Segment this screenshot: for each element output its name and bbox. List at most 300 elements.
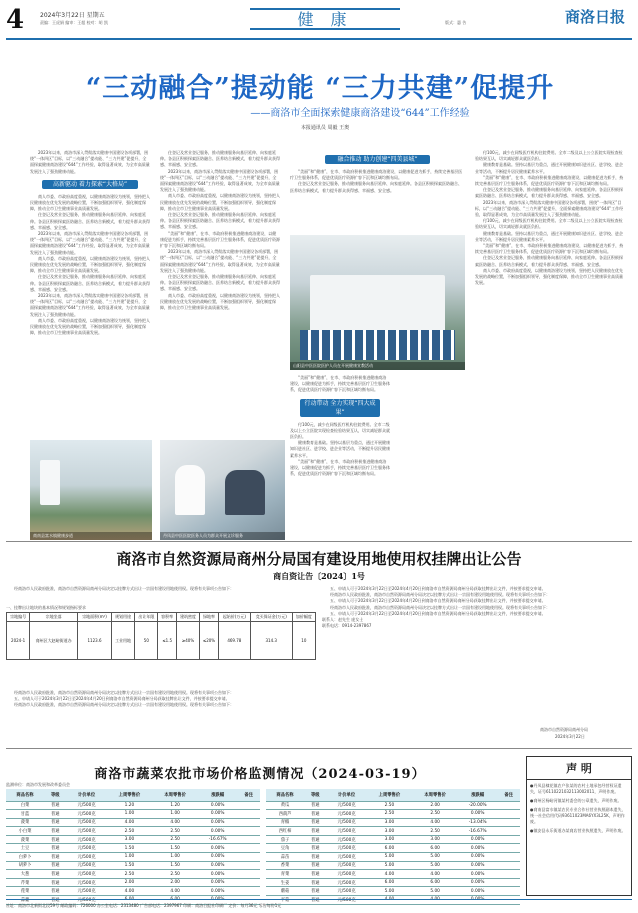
contact: 联系人：赵先生 庞女士	[322, 617, 364, 623]
table-cell: 普通	[44, 827, 67, 836]
table-cell: 元/500克	[327, 827, 367, 836]
col-header: 宗地面积(m²)	[78, 613, 112, 622]
table-cell: ≥40%	[176, 622, 199, 660]
table-cell: 0.00%	[458, 835, 497, 844]
table-cell: 0.00%	[198, 870, 237, 879]
table-cell: 0.00%	[198, 861, 237, 870]
table-cell: 西红柿	[266, 827, 304, 836]
table-cell: 普通	[44, 801, 67, 810]
table-cell	[237, 818, 260, 827]
paragraph: “美丽”和“健康”，在市、市政府积极推进健康商洛建设，以健康促进为抓手，持续完善基层医疗卫生服务体系，促进优质医疗资源扩容下沉和区域均衡布局。	[475, 243, 624, 255]
table-cell: 普通	[44, 896, 67, 905]
table-cell: 普通	[44, 870, 67, 879]
table-cell: 元/500克	[327, 878, 367, 887]
table-cell: 1.20	[107, 801, 153, 810]
table-cell	[497, 861, 520, 870]
paragraph: 2023年以来，商洛市深入贯彻落实健康中国建设各项部署，围绕“一体四区”目标，以“三动融合”提动能、“三力共建”促提升，全面探索健康商洛建设“644”工作经验，取得显著成效，为全市高质量发展注入了强劲健康动能。	[475, 199, 624, 218]
statement-item: ●丹凤县棣花镇农户张某的农村土地承包经营权证遗失，证号6110221032113002011，声明作废。	[530, 783, 622, 794]
table-row	[6, 801, 260, 810]
paragraph: 商人市委、市政府高度重视，以健康商洛建设为统领，坚持把人民健康放在优先发展的战略位置，不断加强组织领导，强化制度保障，推动全市卫生健康事业高质量发展。	[475, 267, 623, 286]
col-header: 竞买保证金(万元)	[250, 613, 292, 622]
table-cell: 0.00%	[458, 896, 497, 905]
table-cell: 5.00	[412, 887, 458, 896]
table-cell: 普通	[304, 827, 327, 836]
table-cell: 普通	[44, 810, 67, 819]
table-cell: 蒜薹	[6, 896, 44, 905]
table-cell: 4.00	[412, 896, 458, 905]
table-cell: 甘蓝	[6, 810, 44, 819]
photo-clinic	[160, 440, 285, 540]
table-cell: 1.50	[152, 861, 198, 870]
table-cell: 2.50	[152, 870, 198, 879]
notice-left-text	[6, 690, 316, 740]
table-cell: 0.00%	[458, 853, 497, 862]
table-row	[6, 835, 260, 844]
table-cell: 土豆	[6, 844, 44, 853]
table-cell: 元/500克	[327, 810, 367, 819]
table-cell: 4.00	[412, 818, 458, 827]
paragraph: 经商洛市人民政府批准，商洛市自然资源局商州分局决定以挂牌方式出让一宗国有建设用地使用权。现将有关事项公告如下：	[330, 592, 550, 598]
table-cell: 白菜	[6, 801, 44, 810]
table-cell: 元/500克	[67, 861, 107, 870]
table-cell: 菠菜	[6, 818, 44, 827]
table-row	[6, 818, 260, 827]
table-cell: 元/500克	[327, 853, 367, 862]
table-cell	[497, 818, 520, 827]
table-row	[266, 801, 520, 810]
table-cell: 1.00	[107, 810, 153, 819]
table-cell: 1.00	[107, 853, 153, 862]
table-cell: 青菜	[266, 870, 304, 879]
col-header: 规划用途	[111, 613, 134, 622]
table-cell: 0.00%	[198, 878, 237, 887]
col-header: 宗地编号	[7, 613, 30, 622]
paragraph: 五、申请人可于2024年3月22日至2024年4月20日到商洛市自然资源局商州分局获取挂牌出让文件，并按要求提交申请。	[330, 610, 546, 616]
table-cell: 0.00%	[458, 870, 497, 879]
col-header: 涨跌幅	[198, 789, 237, 801]
table-cell: 元/500克	[327, 818, 367, 827]
table-cell: 10	[292, 622, 315, 660]
paragraph: 2023年以来，商洛市深入贯彻落实健康中国建设各项部署，围绕“一体四区”目标，以“三动融合”提动能、“三力共建”促提升，全面探索健康商洛建设“644”工作经验，取得显著成效，为全市高质量发展注入了强劲健康动能。	[30, 231, 150, 255]
table-row	[266, 870, 520, 879]
statement-title: 声 明	[527, 757, 631, 780]
paragraph: 住登记及营业登记服务，推动健康服务向基层延伸、向家庭延伸。各县区积极探索医防融合、医养结合新模式，着力提升群众获得感、幸福感、安全感。	[475, 255, 623, 267]
col-header: 商品名称	[266, 789, 304, 801]
photo-caption: 商南县富水镇健康步道	[30, 532, 152, 540]
table-cell: 元/500克	[327, 870, 367, 879]
table-cell: 314.3	[250, 622, 292, 660]
table-cell: 黄瓜	[266, 801, 304, 810]
table-cell: 0.00%	[198, 810, 237, 819]
table-cell: 0.00%	[198, 887, 237, 896]
table-cell: 0.00%	[198, 827, 237, 836]
table-cell: 2.00	[107, 878, 153, 887]
table-cell: 3.00	[412, 835, 458, 844]
paragraph: 健康教育是基础。坚持以基层为重点，通过开展健康知识进社区、进学校、进企业等活动，不断提升居民健康素养水平。	[475, 230, 623, 242]
col-header: 商品名称	[6, 789, 44, 801]
article-column-5	[475, 150, 625, 535]
table-row	[266, 844, 520, 853]
table-cell: 蒜苗	[266, 853, 304, 862]
table-row	[266, 861, 520, 870]
table-row	[6, 827, 260, 836]
table-cell	[237, 861, 260, 870]
table-cell: 3.00	[367, 818, 413, 827]
table-cell: 小白菜	[6, 827, 44, 836]
col-header: 建筑密度	[176, 613, 199, 622]
subhead-2: 融合推动 助力创建“四美县城”	[325, 155, 430, 164]
photo-caption: 丹凤县中医医院医务人员为群众开展义诊服务	[160, 532, 285, 540]
table-cell: 芹菜	[6, 878, 44, 887]
veg-header-row	[6, 789, 260, 801]
table-cell	[497, 827, 520, 836]
table-cell: 5.00	[412, 853, 458, 862]
table-cell	[497, 835, 520, 844]
divider	[6, 541, 632, 542]
paragraph: “美丽”和“健康”，在市、市政府积极推进健康商洛建设，以健康促进为抓手，持续完善基层医疗卫生服务体系，促进优质医疗资源扩容下沉和区域均衡布局。	[290, 458, 390, 477]
table-cell: 0.00%	[198, 896, 237, 905]
paragraph: 付100元，减少在同级医疗机构住院费用。全市二级及以上公立医院实现检查检验结果互认，切实减轻群众就医负担。	[475, 150, 623, 162]
subhead-3: 行动带动 全力实现“四大成果”	[300, 399, 380, 417]
table-cell: 2.50	[367, 801, 413, 810]
article-column-4	[290, 375, 390, 535]
table-cell	[497, 878, 520, 887]
paragraph: 2023年以来，商洛市深入贯彻落实健康中国建设各项部署，围绕“一体四区”目标，以“三动融合”提动能、“三力共建”促提升，全面探索健康商洛建设“644”工作经验，取得显著成效，为全市高质量发展注入了强劲健康动能。	[160, 249, 280, 273]
table-row	[6, 878, 260, 887]
patient-figure	[225, 470, 265, 515]
table-cell	[237, 878, 260, 887]
paragraph: 商人市委、市政府高度重视，以健康商洛建设为统领，坚持把人民健康放在优先发展的战略位置，不断加强组织领导，强化制度保障，推动全市卫生健康事业高质量发展。	[30, 193, 150, 212]
table-cell: 469.78	[218, 622, 250, 660]
table-cell: 普通	[304, 835, 327, 844]
table-cell: 普通	[304, 844, 327, 853]
table-header-row	[7, 613, 316, 622]
table-cell: 元/500克	[67, 818, 107, 827]
table-row	[6, 870, 260, 879]
table-cell: 1.50	[107, 844, 153, 853]
photo-hospital-team	[290, 235, 465, 370]
table-cell: 元/500克	[67, 844, 107, 853]
table-row	[6, 844, 260, 853]
table-cell: 普通	[304, 801, 327, 810]
table-cell: 6.00	[367, 844, 413, 853]
table-cell	[237, 835, 260, 844]
notice-right-text	[322, 586, 632, 716]
table-cell	[237, 887, 260, 896]
table-cell: 元/500克	[327, 861, 367, 870]
table-cell: 普通	[44, 861, 67, 870]
table-cell: 6.00	[152, 896, 198, 905]
table-cell: 平菇	[266, 896, 304, 905]
table-row	[266, 818, 520, 827]
table-cell: 1123.6	[78, 622, 112, 660]
table-cell: 茄子	[266, 835, 304, 844]
table-cell: 5.00	[367, 887, 413, 896]
table-cell: 2.50	[152, 835, 198, 844]
table-row	[6, 853, 260, 862]
paragraph: 住登记及营业登记服务，推动健康服务向基层延伸、向家庭延伸。各县区积极探索医防融合、医养结合新模式，着力提升群众获得感、幸福感、安全感。	[475, 187, 623, 199]
section-editor: 版式：惠 告	[445, 20, 467, 25]
table-cell: 元/500克	[327, 835, 367, 844]
table-cell: 普通	[304, 870, 327, 879]
paragraph: “美丽”和“健康”，在市、市政府积极推进健康商洛建设，以健康促进为抓手，持续完善基层医疗卫生服务体系，促进优质医疗资源扩容下沉和区域均衡布局。	[290, 375, 390, 393]
paragraph: 2023年以来，商洛市深入贯彻落实健康中国建设各项部署，围绕“一体四区”目标，以“三动融合”提动能、“三力共建”促提升，全面探索健康商洛建设“644”工作经验，取得显著成效，为全市高质量发展注入了强劲健康动能。	[30, 293, 150, 317]
table-cell: 普通	[304, 810, 327, 819]
table-cell: 菠菜	[6, 835, 44, 844]
col-header: 加价幅度	[292, 613, 315, 622]
table-row	[6, 887, 260, 896]
notice-intro	[6, 586, 316, 606]
col-header: 计价单位	[327, 789, 367, 801]
table-cell: 元/500克	[67, 801, 107, 810]
paragraph: 2023年以来，商洛市深入贯彻落实健康中国建设各项部署，围绕“一体四区”目标，以“三动融合”提动能、“三力共建”促提升，全面探索健康商洛建设“644”工作经验，取得显著成效，为全市高质量发展注入了强劲健康动能。	[160, 168, 280, 193]
notice-subtitle: 商自资让告〔2024〕1号	[273, 571, 365, 581]
staff-group	[300, 330, 455, 360]
table-cell: -20.00%	[458, 801, 497, 810]
paragraph: 商人市委、市政府高度重视，以健康商洛建设为统领，坚持把人民健康放在优先发展的战略位置，不断加强组织领导，强化制度保障，推动全市卫生健康事业高质量发展。	[160, 193, 280, 211]
table-cell: 元/500克	[67, 810, 107, 819]
table-cell: 元/500克	[327, 844, 367, 853]
veg-header-row	[266, 789, 520, 801]
table-cell: ≤20%	[200, 622, 219, 660]
notice-signer: 商洛市自然资源局商州分局	[540, 727, 588, 732]
veg-source: 监测单位：商洛市发展和改革委员会	[6, 782, 70, 787]
table-cell: 2.50	[412, 827, 458, 836]
table-cell: 普通	[44, 844, 67, 853]
paragraph: 商人市委、市政府高度重视，以健康商洛建设为统领，坚持把人民健康放在优先发展的战略位置，不断加强组织领导，强化制度保障，推动全市卫生健康事业高质量发展。	[160, 292, 280, 311]
table-cell: 4.00	[412, 870, 458, 879]
col-header: 上周零售价	[107, 789, 153, 801]
paragraph: 五、申请人可于2024年3月22日至2024年4月20日到商洛市自然资源局商州分局获取挂牌出让文件，并按要求提交申请。	[330, 598, 546, 604]
table-cell: 商州区大赵峪街道办	[30, 622, 78, 660]
table-cell	[237, 827, 260, 836]
notice-date: 2024年3月22日	[555, 734, 585, 739]
table-cell: 胡萝卜	[6, 861, 44, 870]
table-cell: 2.50	[107, 870, 153, 879]
table-cell: 5.00	[367, 853, 413, 862]
col-header: 出让年限	[135, 613, 158, 622]
col-header: 容积率	[158, 613, 176, 622]
paragraph: “美丽”和“健康”，在市、市政府积极推进健康商洛建设，以健康促进为抓手，持续完善基层医疗卫生服务体系，促进优质医疗资源扩容下沉和区域均衡布局。	[160, 230, 280, 249]
table-cell: 元/500克	[67, 827, 107, 836]
paragraph: 2023年以来，商洛市深入贯彻落实健康中国建设各项部署，围绕“一体四区”目标，以“三动融合”提动能、“三力共建”促提升，全面探索健康商洛建设“644”工作经验，取得显著成效，为全市高质量发展注入了强劲健康动能。	[30, 150, 150, 174]
table-caption: 一、挂牌出让地块的基本情况和规划指标要求	[6, 605, 86, 610]
sign-post	[40, 460, 60, 505]
byline: 本报通讯员 周毅 王奥	[300, 125, 350, 131]
paragraph: 住登记及营业登记服务，推动健康服务向基层延伸、向家庭延伸。各县区积极探索医防融合、医养结合新模式，着力提升群众获得感、幸福感、安全感。	[160, 274, 280, 292]
table-row	[266, 853, 520, 862]
table-cell: -16.67%	[458, 827, 497, 836]
photo-trail	[30, 440, 152, 540]
paragraph: 住登记及营业登记服务，推动健康服务向基层延伸、向家庭延伸。各县区积极探索医防融合、医养结合新模式，着力提升群众获得感、幸福感、安全感。	[30, 212, 150, 230]
table-cell: 普通	[304, 861, 327, 870]
table-cell: 2.50	[152, 827, 198, 836]
table-cell: 4.00	[367, 870, 413, 879]
table-cell	[497, 844, 520, 853]
table-row	[266, 810, 520, 819]
page-number: 4	[6, 5, 25, 35]
paragraph: 健康教育是基础。坚持以基层为重点，通过开展健康知识进社区、进学校、进企业等活动，不断提升居民健康素养水平。	[290, 440, 390, 458]
col-header: 备注	[497, 789, 520, 801]
paragraph: 付100元，减少在同级医疗机构住院费用。全市二级及以上公立医院实现检查检验结果互认，切实减轻群众就医负担。	[290, 421, 390, 440]
table-cell: 5.00	[412, 861, 458, 870]
table-row	[7, 622, 316, 660]
table-cell: 0.00%	[458, 887, 497, 896]
phone: 联系电话：0914-2397867	[322, 623, 372, 629]
notice-title: 商洛市自然资源局商州分局国有建设用地使用权挂牌出让公告	[116, 550, 522, 568]
table-cell: 普通	[304, 818, 327, 827]
paragraph: 经商洛市人民政府批准，商洛市自然资源局商州分局决定以挂牌方式出让一宗国有建设用地使用权。现将有关事项公告如下：	[330, 604, 550, 610]
paragraph: 住登记及营业登记服务，推动健康服务向基层延伸、向家庭延伸。各县区积极探索医防融合、医养结合新模式，着力提升群众获得感、幸福感、安全感。	[160, 150, 280, 168]
col-header: 计价单位	[67, 789, 107, 801]
table-cell	[237, 801, 260, 810]
col-header: 上周零售价	[367, 789, 413, 801]
table-cell: 香菜	[266, 861, 304, 870]
table-cell	[237, 870, 260, 879]
table-cell: 元/500克	[67, 853, 107, 862]
table-cell: 生姜	[266, 878, 304, 887]
article-column-3	[290, 150, 465, 230]
table-cell: 元/500克	[67, 835, 107, 844]
table-cell: 3.00	[107, 835, 153, 844]
paragraph: 经商洛市人民政府批准，商洛市自然资源局商州分局决定以挂牌方式出让一宗国有建设用地使用权。现将有关事项公告如下：	[14, 690, 234, 695]
table-cell: 0.00%	[198, 844, 237, 853]
table-cell: 普通	[304, 878, 327, 887]
table-cell: 0.00%	[458, 861, 497, 870]
table-cell: 0.00%	[198, 801, 237, 810]
statement-box	[526, 756, 632, 896]
table-cell: 0.00%	[458, 844, 497, 853]
table-cell: 0.00%	[198, 853, 237, 862]
table-cell	[497, 887, 520, 896]
table-cell: 元/500克	[67, 887, 107, 896]
paragraph: “美丽”和“健康”，在市、市政府积极推进健康商洛建设，以健康促进为抓手，持续完善基层医疗卫生服务体系，促进优质医疗资源扩容下沉和区域均衡布局。	[475, 174, 624, 187]
table-cell: 0.00%	[458, 810, 497, 819]
paragraph: 商人市委、市政府高度重视，以健康商洛建设为统领，坚持把人民健康放在优先发展的战略位置，不断加强组织领导，强化制度保障，推动全市卫生健康事业高质量发展。	[30, 255, 150, 274]
table-cell: 1.50	[107, 861, 153, 870]
table-cell: 普通	[304, 887, 327, 896]
table-cell: 5.00	[367, 861, 413, 870]
divider	[6, 748, 632, 749]
table-cell: ≤1.5	[158, 622, 176, 660]
table-cell: 莲菜	[6, 887, 44, 896]
table-cell: 青椒	[266, 818, 304, 827]
table-row	[266, 835, 520, 844]
table-cell: 50	[135, 622, 158, 660]
table-cell: 6.00	[107, 896, 153, 905]
statement-item: ●镇安县永乐街道办某商店营业执照遗失，声明作废。	[530, 828, 626, 833]
header-rule	[6, 38, 632, 40]
table-cell: 普通	[304, 853, 327, 862]
table-cell: 普通	[44, 835, 67, 844]
table-cell: 西葫芦	[266, 810, 304, 819]
paragraph: “美丽”和“健康”，在市、市政府积极推进健康商洛建设，以健康促进为抓手，持续完善基层医疗卫生服务体系，促进优质医疗资源扩容下沉和区域均衡布局。	[290, 169, 463, 181]
table-cell: 大葱	[6, 870, 44, 879]
paragraph: 经商洛市人民政府批准，商洛市自然资源局商州分局决定以挂牌方式出让一宗国有建设用地使用权。现将有关事项公告如下：	[14, 702, 234, 708]
table-cell: 元/500克	[67, 896, 107, 905]
table-cell: -13.04%	[458, 818, 497, 827]
article-column-2	[160, 150, 280, 440]
paragraph: 付100元，减少在同级医疗机构住院费用。全市二级及以上公立医院实现检查检验结果互认，切实减轻群众就医负担。	[475, 218, 623, 230]
section-title: 健 康	[250, 8, 400, 30]
paragraph: 五、申请人可于2024年3月22日至2024年4月20日到商洛市自然资源局商州分局获取挂牌出让文件，并按要求提交申请。	[14, 696, 230, 702]
table-row	[266, 827, 520, 836]
table-cell: -16.67%	[198, 835, 237, 844]
table-cell	[497, 810, 520, 819]
table-cell: 元/500克	[67, 870, 107, 879]
table-cell: 3.00	[367, 835, 413, 844]
table-cell: 0.00%	[458, 878, 497, 887]
table-cell: 6.00	[412, 844, 458, 853]
headline: “三动融合”提动能 “三力共建”促提升	[85, 73, 555, 104]
table-row	[266, 878, 520, 887]
doctor-figure	[175, 465, 205, 515]
table-row	[6, 810, 260, 819]
table-cell	[497, 870, 520, 879]
photo-caption: 山阳县中医医院医护人员在开展健康宣教活动	[290, 362, 465, 370]
statement-item: ●商南县富水镇某农民专业合作社营业执照副本遗失，统一社会信用代码93611023MA6YX3L25K，声明作废。	[530, 807, 626, 824]
statement-body	[527, 780, 631, 837]
table-cell: 4.00	[107, 887, 153, 896]
table-cell: 4.00	[152, 887, 198, 896]
table-cell: 4.00	[107, 818, 153, 827]
table-cell: 普通	[44, 887, 67, 896]
table-cell: 元/500克	[327, 896, 367, 905]
table-cell: 4.00	[152, 818, 198, 827]
paragraph: 住登记及营业登记服务，推动健康服务向基层延伸、向家庭延伸。各县区积极探索医防融合、医养结合新模式，着力提升群众获得感、幸福感、安全感。	[160, 212, 280, 230]
table-cell: 2.50	[367, 810, 413, 819]
table-cell: 2.50	[107, 827, 153, 836]
col-header: 等级	[44, 789, 67, 801]
table-cell	[237, 853, 260, 862]
table-cell: 2.00	[412, 801, 458, 810]
col-header: 宗地坐落	[30, 613, 78, 622]
table-row	[6, 861, 260, 870]
veg-table-right	[266, 789, 520, 905]
table-cell: 元/500克	[67, 878, 107, 887]
table-cell: 普通	[44, 878, 67, 887]
table-row	[266, 887, 520, 896]
page-header	[0, 0, 638, 50]
table-cell: 4.00	[367, 896, 413, 905]
table-cell: 3.00	[367, 827, 413, 836]
table-cell	[237, 844, 260, 853]
table-cell: 2.00	[152, 878, 198, 887]
subhead-1: 高新驱动 着力探索“大格局”	[42, 180, 138, 189]
page-footer: 社址：商洛市北新街北段59号 邮政编码：726000 办公室电话：2313480 广告部电话：2397967 印刷：商洛日报社印刷厂 定价：每月36元 零售每份1元	[6, 899, 632, 909]
veg-title: 商洛市蔬菜农批市场价格监测情况（2024-03-19）	[94, 767, 426, 782]
col-header: 等级	[304, 789, 327, 801]
table-cell: 2024-1	[7, 622, 30, 660]
table-cell: 6.00	[412, 878, 458, 887]
paragraph: 住登记及营业登记服务，推动健康服务向基层延伸、向家庭延伸。各县区积极探索医防融合、医养结合新模式，着力提升群众获得感、幸福感、安全感。	[290, 181, 462, 193]
table-cell: 元/500克	[327, 887, 367, 896]
table-cell	[237, 810, 260, 819]
table-cell: 0.00%	[198, 818, 237, 827]
land-table	[6, 612, 316, 660]
table-cell: 1.50	[152, 844, 198, 853]
col-header: 绿地率	[200, 613, 219, 622]
newspaper-logo: 商洛日报	[565, 8, 626, 26]
col-header: 起始价(万元)	[218, 613, 250, 622]
table-cell: 1.00	[152, 810, 198, 819]
table-cell: 普通	[304, 896, 327, 905]
table-cell: 6.00	[367, 878, 413, 887]
veg-table-left	[6, 789, 260, 905]
subheadline: ——商洛市全面探索健康商洛建设“644”工作经验	[250, 108, 470, 119]
table-cell: 豆角	[266, 844, 304, 853]
table-cell	[497, 853, 520, 862]
